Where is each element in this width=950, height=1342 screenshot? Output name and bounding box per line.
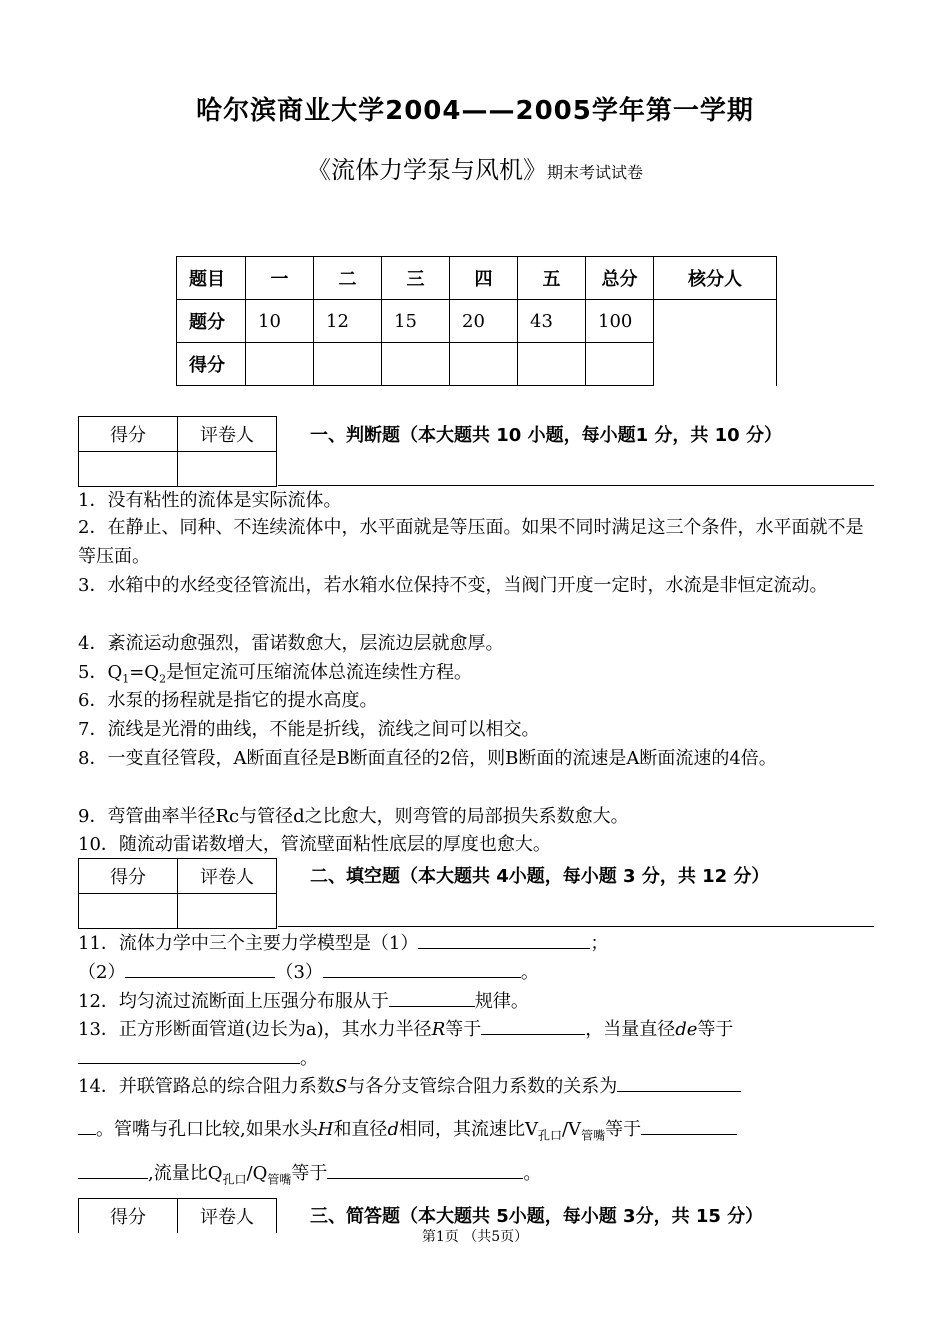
points-cell: 15 [382,300,450,343]
q14-text: /Q [246,1163,268,1184]
points-cell: 43 [518,300,586,343]
answer-blank[interactable] [78,1158,148,1179]
q11-text: 。 [520,962,539,983]
score-table-header: 五 [518,257,586,300]
q14-symbol: S [334,1076,348,1097]
answer-blank[interactable] [418,928,590,949]
checker-cell[interactable] [654,300,777,386]
q14-subscript: 孔口 [222,1172,247,1187]
score-table-header: 题目 [177,257,246,300]
score-cell[interactable] [246,343,314,386]
points-cell: 12 [314,300,382,343]
q11-text: ； [590,933,609,954]
q13-text: 13．正方形断面管道(边长为a)，其水力半径 [78,1019,432,1040]
score-cell[interactable] [586,343,654,386]
answer-blank[interactable] [78,1114,96,1135]
judge-question: 7．流线是光滑的曲线，不能是折线，流线之间可以相交。 [78,719,540,740]
grader-box-grader-label: 评卷人 [178,417,277,452]
score-table-header: 总分 [586,257,654,300]
fill-question [78,928,876,958]
score-table-header-row [177,257,777,300]
q14-text: 等于 [291,1163,328,1184]
answer-blank[interactable] [323,957,521,978]
judge-question: 2．在静止、同种、不连续流体中，水平面就是等压面。如果不同时满足这三个条件，水平面就不是等压面。 [78,517,864,567]
score-table [176,256,777,386]
q14-text: ,流量比Q [148,1163,223,1184]
answer-blank[interactable] [389,986,475,1007]
grader-box-grader-label: 评卷人 [178,1199,277,1234]
section-divider [278,926,874,927]
section-title: 二、填空题（本大题共 4小题，每小题 3 分，共 12 分） [310,866,770,887]
q14-symbol: d [387,1119,399,1140]
grader-box-score-field[interactable] [79,452,178,487]
q11-text: 11．流体力学中三个主要力学模型是（1） [78,933,419,954]
q11-text: （2） [78,962,126,983]
fill-question [78,1158,876,1195]
answer-blank[interactable] [125,957,275,978]
score-cell[interactable] [382,343,450,386]
judge-question: 9．弯管曲率半径Rc与管径d之比愈大，则弯管的局部损失系数愈大。 [78,806,629,827]
fill-question [78,1043,876,1073]
fill-question [78,1071,876,1101]
q5-part: 5．Q [78,662,123,683]
score-cell[interactable] [450,343,518,386]
q14-text: 14．并联管路总的综合阻力系数 [78,1076,335,1097]
grader-box-score-field[interactable] [79,894,178,929]
score-row-label: 得分 [177,343,246,386]
q14-text: 相同，其流速比V [398,1119,538,1140]
q5-part: =Q [129,662,160,683]
q13-text: 等于 [445,1019,482,1040]
judge-question: 8．一变直径管段，A断面直径是B断面直径的2倍，则B断面的流速是A断面流速的4倍。 [78,748,777,769]
course-name: 《流体力学泵与风机》 [306,156,547,184]
q14-text: 等于 [605,1119,642,1140]
score-cell[interactable] [314,343,382,386]
score-table-header: 一 [246,257,314,300]
q12-text: 12．均匀流过流断面上压强分布服从于 [78,991,389,1012]
answer-blank[interactable] [78,1043,300,1064]
score-table-points-row [177,300,777,343]
fill-question [78,1014,876,1044]
q14-symbol: H [317,1119,334,1140]
score-table-header: 二 [314,257,382,300]
score-cell[interactable] [518,343,586,386]
fill-question [78,1114,876,1151]
judge-question: 1．没有粘性的流体是实际流体。 [78,490,342,511]
exam-type: 期末考试试卷 [546,163,643,182]
q14-text: /V [561,1119,582,1140]
q14-text: 和直径 [333,1119,388,1140]
grader-box-grader-label: 评卷人 [178,859,277,894]
points-cell: 20 [450,300,518,343]
q13-symbol: R [431,1019,446,1040]
score-table-header: 核分人 [654,257,777,300]
fill-question [78,957,876,987]
points-cell: 10 [246,300,314,343]
answer-blank[interactable] [481,1014,585,1035]
grader-box [78,416,277,487]
answer-blank[interactable] [641,1114,737,1135]
fill-question [78,986,876,1016]
judge-question: 3．水箱中的水经变径管流出，若水箱水位保持不变，当阀门开度一定时，水流是非恒定流动。 [78,575,828,596]
section-title: 一、判断题（本大题共 10 小题，每小题1 分，共 10 分） [310,425,782,446]
q11-text: （3） [275,962,323,983]
section-title: 三、简答题（本大题共 5小题，每小题 3分，共 15 分） [310,1206,764,1227]
q14-text: 。 [523,1163,542,1184]
q5-part: 是恒定流可压缩流体总流连续性方程。 [166,662,473,683]
page-footer: 第1页 （共5页） [421,1229,529,1245]
exam-subtitle [0,150,950,185]
judge-question: 10．随流动雷诺数增大，管流壁面粘性底层的厚度也愈大。 [78,834,551,855]
grader-box-grader-field[interactable] [178,452,277,487]
grader-box-score-label: 得分 [79,417,178,452]
score-table-header: 四 [450,257,518,300]
grader-box [78,858,277,929]
q13-text: 等于 [697,1019,734,1040]
grader-box-score-label: 得分 [79,1199,178,1234]
q13-text: 。 [300,1048,318,1069]
q12-text: 规律。 [474,991,529,1012]
answer-blank[interactable] [617,1071,741,1092]
q14-subscript: 管嘴 [581,1128,606,1143]
q14-subscript: 管嘴 [267,1172,292,1187]
exam-title: 哈尔滨商业大学2004——2005学年第一学期 [196,96,754,126]
answer-blank[interactable] [327,1158,523,1179]
q14-subscript: 孔口 [537,1128,562,1143]
points-row-label: 题分 [177,300,246,343]
grader-box-grader-field[interactable] [178,894,277,929]
q5-subscript: 1 [122,672,130,686]
q14-text: 与各分支管综合阻力系数的关系为 [347,1076,618,1097]
judge-question: 4．紊流运动愈强烈，雷诺数愈大，层流边层就愈厚。 [78,633,504,654]
grader-box-score-label: 得分 [79,859,178,894]
judge-question: 6．水泵的扬程就是指它的提水高度。 [78,690,378,711]
q5-subscript: 2 [159,672,167,686]
q13-text: ，当量直径 [585,1019,676,1040]
q14-text: 。管嘴与孔口比较,如果水头 [96,1119,318,1140]
points-cell: 100 [586,300,654,343]
score-table-header: 三 [382,257,450,300]
q13-symbol: de [675,1019,698,1040]
